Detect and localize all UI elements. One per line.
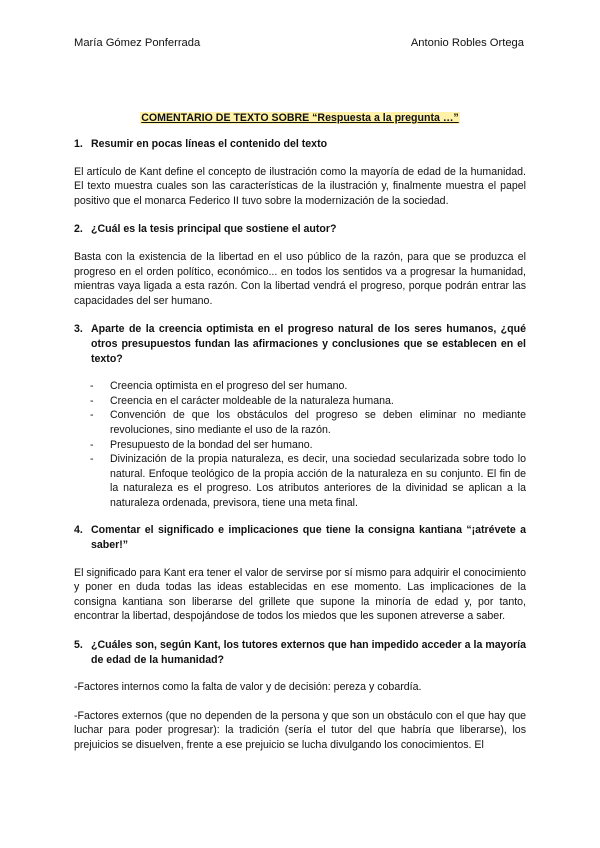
question-number: 4. xyxy=(74,524,83,537)
document-title xyxy=(0,112,600,124)
list-item: - Divinización de la propia naturaleza, es decir, una sociedad secularizada sobre todo lo natural. Enfoque teológico de la propia acción de la naturaleza en su conjunto. El fin de la naturaleza es el progreso. Los atributos anteriores de la divinidad se aplican a la naturaleza ordenada, previsora, tiene una meta final. xyxy=(90,453,526,509)
question-1 xyxy=(74,137,526,152)
question-text: ¿Cuáles son, según Kant, los tutores externos que han impedido acceder a la mayoría de edad de la humanidad? xyxy=(91,639,526,666)
answer-2: Basta con la existencia de la libertad en el uso público de la razón, para que se produzca el progreso en el orden político, económico... en todos los sentidos va a progresar la humanidad, mientras vaya ligada a esta razón. Con la libertad vendrá el progreso, porque podrán entrar las capacidades del ser humano. xyxy=(74,250,526,307)
header-author-right: Antonio Robles Ortega xyxy=(410,37,524,49)
list-item-text: Divinización de la propia naturaleza, es decir, una sociedad secularizada sobre todo lo natural. Enfoque teológico de la propia acción de la naturaleza en su conjunto. El fin de la naturaleza es el progreso. Los atributos anteriores de la divinidad se aplican a la naturaleza ordenada, previsora, tiene una meta final. xyxy=(110,453,526,509)
answer-4: El significado para Kant era tener el valor de servirse por sí mismo para adquirir el conocimiento y poner en duda todas las ideas establecidas en ese momento. Las implicaciones de la consigna kantiana son liberarse del grillete que supone la minoría de edad y, por tanto, encontrar la libertad, despojándose de todos los miedos que les suponen atreverse a saber. xyxy=(74,566,526,623)
document-body xyxy=(74,137,526,767)
question-number: 1. xyxy=(74,138,83,150)
question-3 xyxy=(74,322,526,366)
question-text: Aparte de la creencia optimista en el progreso natural de los seres humanos, ¿qué otros presupuestos fundan las afirmaciones y conclusiones que se establecen en el texto? xyxy=(91,323,526,365)
list-item: - Creencia optimista en el progreso del ser humano. xyxy=(74,379,526,394)
list-item: - Presupuesto de la bondad del ser humano. xyxy=(74,438,526,453)
list-item: - Creencia en el carácter moldeable de la naturaleza humana. xyxy=(74,394,526,409)
question-number: 2. xyxy=(74,223,83,236)
document-title-text: COMENTARIO DE TEXTO SOBRE “Respuesta a la pregunta …” xyxy=(141,112,459,124)
question-text: Resumir en pocas líneas el contenido del texto xyxy=(91,138,328,150)
question-text: ¿Cuál es la tesis principal que sostiene el autor? xyxy=(91,223,337,236)
question-4 xyxy=(74,523,526,552)
list-item: - Convención de que los obstáculos del progreso se deben eliminar no mediante revoluciones, sino mediante el uso de la razón. xyxy=(90,409,526,436)
header-author-left: María Gómez Ponferrada xyxy=(74,37,201,49)
question-number: 3. xyxy=(74,323,83,336)
question-text: Comentar el significado e implicaciones que tiene la consigna kantiana “¡atrévete a saber!” xyxy=(91,524,526,552)
answer-3-list xyxy=(74,379,526,510)
answer-5-internal: -Factores internos como la falta de valor y de decisión: pereza y cobardía. xyxy=(74,681,422,694)
list-item-text: Presupuesto de la bondad del ser humano. xyxy=(110,438,313,451)
page-header xyxy=(74,37,524,49)
question-2 xyxy=(74,222,526,237)
list-item-text: Creencia en el carácter moldeable de la naturaleza humana. xyxy=(110,394,394,407)
question-number: 5. xyxy=(74,639,83,652)
question-5 xyxy=(74,638,526,667)
list-item-text: Convención de que los obstáculos del progreso se deben eliminar no mediante revoluciones, sino mediante el uso de la razón. xyxy=(110,409,526,436)
answer-1: El artículo de Kant define el concepto de ilustración como la mayoría de edad de la humanidad. El texto muestra cuales son las características de la ilustración y, finalmente muestra el papel positivo que el monarca Federico II tuvo sobre la modernización de la sociedad. xyxy=(74,165,526,207)
list-item-text: Creencia optimista en el progreso del ser humano. xyxy=(110,380,348,393)
answer-5-external: -Factores externos (que no dependen de la persona y que son un obstáculo con el que hay que luchar para poder progresar): la tradición (sería el tutor del que habría que liberarse), los prejuicios se disuelven, frente a ese prejuicio se lucha divulgando los conocimientos. El xyxy=(74,709,526,751)
